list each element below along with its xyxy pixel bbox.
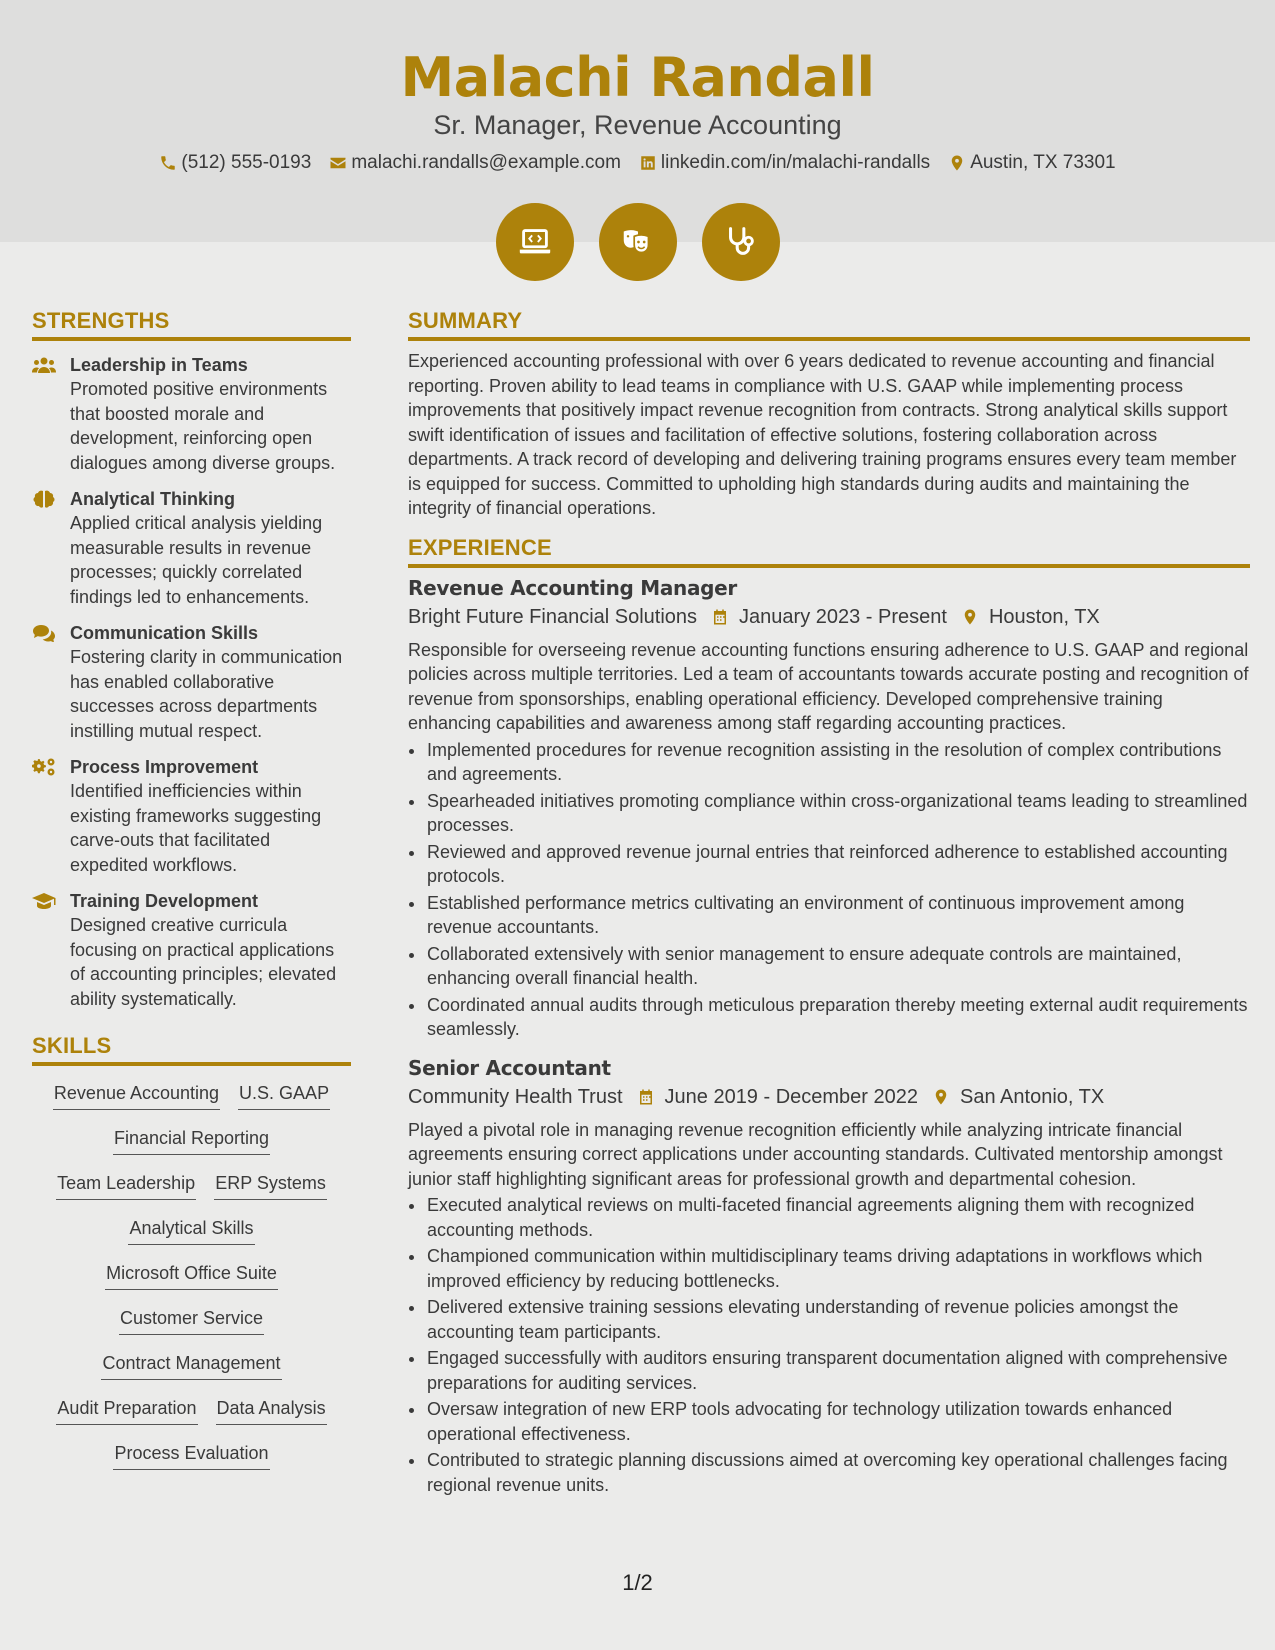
skills-list [32, 1080, 351, 1485]
linkedin-icon [639, 154, 657, 172]
location-text: Austin, TX 73301 [970, 152, 1116, 173]
skill-row [101, 1350, 281, 1395]
strength-title: Analytical Thinking [70, 489, 236, 509]
skill-tag: Team Leadership [56, 1170, 196, 1200]
map-marker-icon [961, 608, 979, 626]
job-entry [408, 1056, 1250, 1498]
job-bullets [426, 738, 1250, 1042]
badge-stethoscope [702, 203, 780, 281]
right-column [408, 308, 1250, 1497]
skill-row [128, 1215, 254, 1260]
job-bullet: • Spearheaded initiatives promoting compliance within cross-organizational teams leading to streamlined processes. [426, 789, 1250, 838]
strength-desc: Applied critical analysis yielding measurable results in revenue processes; quickly correlated findings led to enhancements. [70, 513, 323, 607]
skill-row [105, 1260, 278, 1305]
calendar-icon [711, 608, 729, 626]
job-title: Senior Accountant [408, 1055, 611, 1080]
phone-text: (512) 555-0193 [181, 152, 312, 173]
strength-title: Leadership in Teams [70, 355, 248, 375]
theater-masks-icon [619, 223, 657, 261]
job-bullet: • Championed communication within multidisciplinary teams driving adaptations in workflows which improved efficiency by reducing bottlenecks. [426, 1244, 1250, 1293]
skill-tag: Contract Management [101, 1350, 281, 1380]
job-bullet: • Engaged successfully with auditors ensuring transparent documentation aligned with comprehensive preparations for auditing services. [426, 1346, 1250, 1395]
skill-tag: Data Analysis [216, 1395, 327, 1425]
strength-title: Process Improvement [70, 757, 259, 777]
graduation-cap-icon [32, 892, 56, 910]
users-icon [32, 356, 56, 374]
summary-text: Experienced accounting professional with over 6 years dedicated to revenue accounting and financial reporting. Proven ability to lead teams in compliance with U.S. GAAP while implementing process improvements that positively impact revenue recognition from contracts. Strong analytical skills support swift identification of issues and facilitation of effective solutions, fostering collaboration across departments. A track record of developing and delivering training programs ensures every team member is equipped for success. Committed to upholding high standards during audits and maintaining the integrity of financial operations. [408, 351, 1237, 518]
job-dates: January 2023 - Present [739, 605, 947, 628]
skill-row [56, 1170, 327, 1215]
strengths-heading: STRENGTHS [32, 308, 351, 341]
skill-tag: U.S. GAAP [238, 1080, 330, 1110]
skill-row [119, 1305, 264, 1350]
candidate-role: Sr. Manager, Revenue Accounting [433, 110, 842, 140]
job-location: San Antonio, TX [960, 1085, 1105, 1108]
cogs-icon [32, 758, 56, 776]
job-bullet: • Established performance metrics cultivating an environment of continuous improvement among revenue accountants. [426, 891, 1250, 940]
skill-tag: Analytical Skills [128, 1215, 254, 1245]
skill-tag: Microsoft Office Suite [105, 1260, 278, 1290]
envelope-icon [329, 154, 347, 172]
experience-heading: EXPERIENCE [408, 535, 1250, 568]
calendar-icon [637, 1088, 655, 1106]
badge-theater [599, 203, 677, 281]
job-bullet: • Oversaw integration of new ERP tools advocating for technology utilization towards enhanced operational effectiveness. [426, 1397, 1250, 1446]
map-marker-icon [948, 154, 966, 172]
job-bullet: • Executed analytical reviews on multi-faceted financial agreements aligning them with recognized accounting methods. [426, 1193, 1250, 1242]
skill-row [53, 1080, 330, 1125]
job-dates: June 2019 - December 2022 [664, 1085, 919, 1108]
job-meta [408, 1086, 1250, 1109]
brain-icon [32, 490, 56, 508]
job-entry [408, 576, 1250, 1042]
candidate-name: Malachi Randall [400, 46, 875, 109]
skill-row [56, 1395, 326, 1440]
strength-desc: Designed creative curricula focusing on practical applications of accounting principles; elevated ability systematically. [70, 915, 337, 1009]
map-marker-icon [932, 1088, 950, 1106]
contact-linkedin[interactable] [639, 152, 930, 174]
contact-phone[interactable] [159, 152, 311, 174]
stethoscope-icon [722, 223, 760, 261]
badge-laptop [496, 203, 574, 281]
job-bullet: • Collaborated extensively with senior management to ensure adequate controls are maintained, enhancing overall financial health. [426, 942, 1250, 991]
skill-row [113, 1440, 269, 1485]
skill-tag: Audit Preparation [56, 1395, 197, 1425]
job-bullet: • Contributed to strategic planning discussions aimed at overcoming key operational challenges facing regional revenue units. [426, 1448, 1250, 1497]
skill-tag: Financial Reporting [113, 1125, 270, 1155]
summary-heading: SUMMARY [408, 308, 1250, 341]
strength-item [32, 621, 351, 743]
skill-tag: Process Evaluation [113, 1440, 269, 1470]
job-bullets [426, 1193, 1250, 1497]
skill-tag: Customer Service [119, 1305, 264, 1335]
strength-desc: Promoted positive environments that boosted morale and development, reinforcing open dialogues among diverse groups. [70, 379, 336, 473]
page-number: 1/2 [622, 1570, 653, 1595]
linkedin-text: linkedin.com/in/malachi-randalls [660, 152, 931, 173]
job-location: Houston, TX [988, 605, 1100, 628]
skill-row [113, 1125, 270, 1170]
strength-desc: Identified inefficiencies within existing frameworks suggesting carve-outs that facilitated expedited workflows. [70, 781, 322, 875]
job-bullet: • Coordinated annual audits through meticulous preparation thereby meeting external audit requirements seamlessly. [426, 993, 1250, 1042]
strength-title: Training Development [70, 891, 259, 911]
left-column [32, 308, 351, 1485]
job-description: Played a pivotal role in managing revenue recognition efficiently while analyzing intricate financial agreements ensuring correct applications under accounting standards. Cultivated mentorship amongst junior staff highlighting significant areas for professional growth and departmental cohesion. [408, 1119, 1223, 1189]
skill-tag: ERP Systems [214, 1170, 327, 1200]
contact-location [948, 152, 1115, 174]
contact-bar [0, 152, 1275, 174]
strength-desc: Fostering clarity in communication has enabled collaborative successes across departments instilling mutual respect. [70, 647, 343, 741]
job-bullet: • Delivered extensive training sessions elevating understanding of revenue policies amongst the accounting team participants. [426, 1295, 1250, 1344]
job-company: Bright Future Financial Solutions [408, 605, 698, 628]
strength-item [32, 353, 351, 475]
phone-icon [159, 154, 177, 172]
strength-item [32, 487, 351, 609]
email-text: malachi.randalls@example.com [351, 152, 621, 173]
job-company: Community Health Trust [408, 1085, 623, 1108]
skills-heading: SKILLS [32, 1033, 351, 1066]
job-title: Revenue Accounting Manager [408, 575, 737, 600]
skill-tag: Revenue Accounting [53, 1080, 220, 1110]
job-meta [408, 606, 1250, 629]
interest-badges [0, 203, 1275, 281]
strength-item [32, 889, 351, 1011]
strength-title: Communication Skills [70, 623, 259, 643]
strength-item [32, 755, 351, 877]
job-bullet: • Reviewed and approved revenue journal entries that reinforced adherence to established accounting protocols. [426, 840, 1250, 889]
contact-email[interactable] [329, 152, 621, 174]
job-bullet: • Implemented procedures for revenue recognition assisting in the resolution of complex contributions and agreements. [426, 738, 1250, 787]
job-description: Responsible for overseeing revenue accounting functions ensuring adherence to U.S. GAAP and regional policies across multiple territories. Led a team of accountants towards accurate posting and recognition of revenue from sponsorships, enabling operational efficiency. Developed comprehensive training enhancing capabilities and awareness among staff regarding accounting practices. [408, 639, 1249, 733]
comments-icon [32, 624, 56, 642]
laptop-code-icon [516, 223, 554, 261]
